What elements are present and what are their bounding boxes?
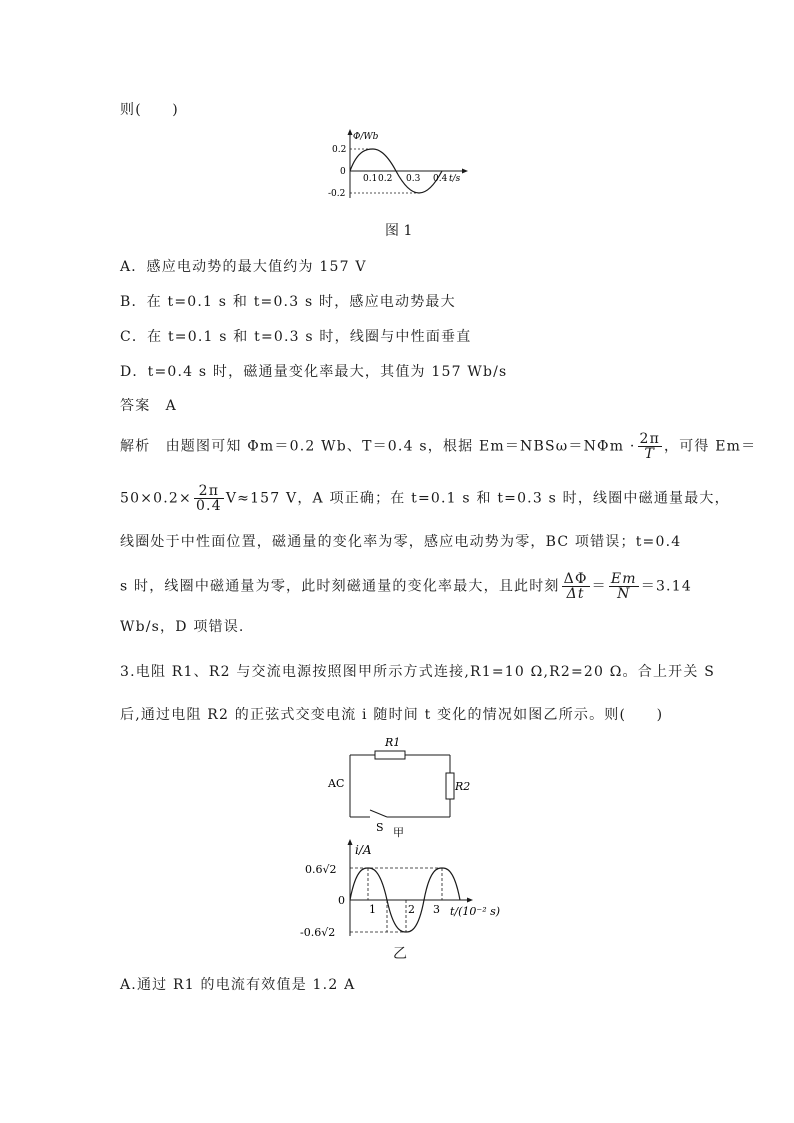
fraction: $\frac{\Delta\Phi}{\Delta t}$ — [563, 571, 588, 602]
flux-y-tick: 0 — [340, 167, 346, 177]
analysis-line-3: 线圈处于中性面位置，磁通量的变化率为零，感应电动势为零，BC 项错误；t=0.4 — [120, 534, 682, 550]
r1-label: R1 — [385, 736, 401, 749]
flux-graph — [320, 126, 480, 206]
switch-s — [370, 810, 387, 817]
answer: 答案 A — [120, 398, 177, 414]
option-d: D．t=0.4 s 时，磁通量变化率最大，其值为 157 Wb/s — [120, 364, 508, 380]
option-c: C．在 t=0.1 s 和 t=0.3 s 时，线圈与中性面垂直 — [120, 329, 472, 345]
analysis-line-1: 解析 由题图可知 Φm＝0.2 Wb、T＝0.4 s，根据 Em＝NBSω＝NΦm · $\frac{2\pi}{T}$ ，可得 Em＝ — [120, 431, 757, 462]
question-3-line-1: 3.电阻 R1、R2 与交流电源按照图甲所示方式连接,R1=10 Ω,R2=20 Ω。合上开关 S — [120, 664, 715, 680]
analysis-line-5: Wb/s，D 项错误. — [120, 619, 245, 635]
current-x-tick: 3 — [433, 903, 440, 916]
time-axis-label: t/s — [449, 174, 461, 184]
current-graph-caption: 乙 — [393, 946, 407, 962]
fraction: $\frac{2\pi}{0.4}$ — [195, 483, 222, 514]
switch-label: S — [376, 821, 384, 834]
analysis-line-4: s 时，线圈中磁通量为零，此时刻磁通量的变化率最大，且此时刻 $\frac{\Delta\Phi}{\Delta t}$ ＝ $\frac{Em}{N}$ ＝3.14 — [120, 571, 692, 602]
current-x-tick: 2 — [408, 903, 415, 916]
ac-source-label: AC — [328, 777, 345, 790]
question-stem-tail: 则( ) — [120, 102, 179, 118]
figure-caption: 图 1 — [385, 223, 413, 239]
current-x-tick: 1 — [369, 903, 376, 916]
fraction: $\frac{Em}{N}$ — [610, 571, 637, 602]
fraction: $\frac{2\pi}{T}$ — [639, 431, 661, 462]
option-b: B．在 t=0.1 s 和 t=0.3 s 时，感应电动势最大 — [120, 294, 456, 310]
circuit-caption: 甲 — [393, 826, 404, 839]
flux-x-tick: 0.1 — [363, 174, 378, 184]
current-y-top: 0.6√2 — [305, 863, 337, 876]
option-a: A．感应电动势的最大值约为 157 V — [120, 259, 367, 275]
current-graph — [300, 838, 500, 938]
current-time-axis-label: t/(10⁻² s) — [450, 905, 500, 918]
circuit-diagram — [320, 735, 480, 840]
resistor-r2 — [446, 773, 454, 799]
r2-label: R2 — [455, 780, 471, 793]
flux-y-tick: -0.2 — [328, 189, 346, 199]
analysis-line-2: 50×0.2× $\frac{2\pi}{0.4}$ V≈157 V，A 项正确；在 t=0.1 s 和 t=0.3 s 时，线圈中磁通量最大， — [120, 483, 730, 514]
flux-x-tick: 0.4 — [433, 174, 448, 184]
question-3-option-a: A.通过 R1 的电流有效值是 1.2 A — [120, 977, 356, 993]
current-y-zero: 0 — [338, 894, 345, 907]
flux-y-tick: 0.2 — [332, 145, 347, 155]
current-axis-label: i/A — [355, 843, 372, 857]
flux-axis-label: Φ/Wb — [353, 132, 379, 142]
current-y-bottom: -0.6√2 — [300, 926, 336, 938]
flux-x-tick: 0.3 — [406, 174, 421, 184]
flux-x-tick: 0.2 — [378, 174, 393, 184]
resistor-r1 — [375, 751, 405, 759]
question-3-line-2: 后,通过电阻 R2 的正弦式交变电流 i 随时间 t 变化的情况如图乙所示。则( ) — [120, 707, 664, 723]
